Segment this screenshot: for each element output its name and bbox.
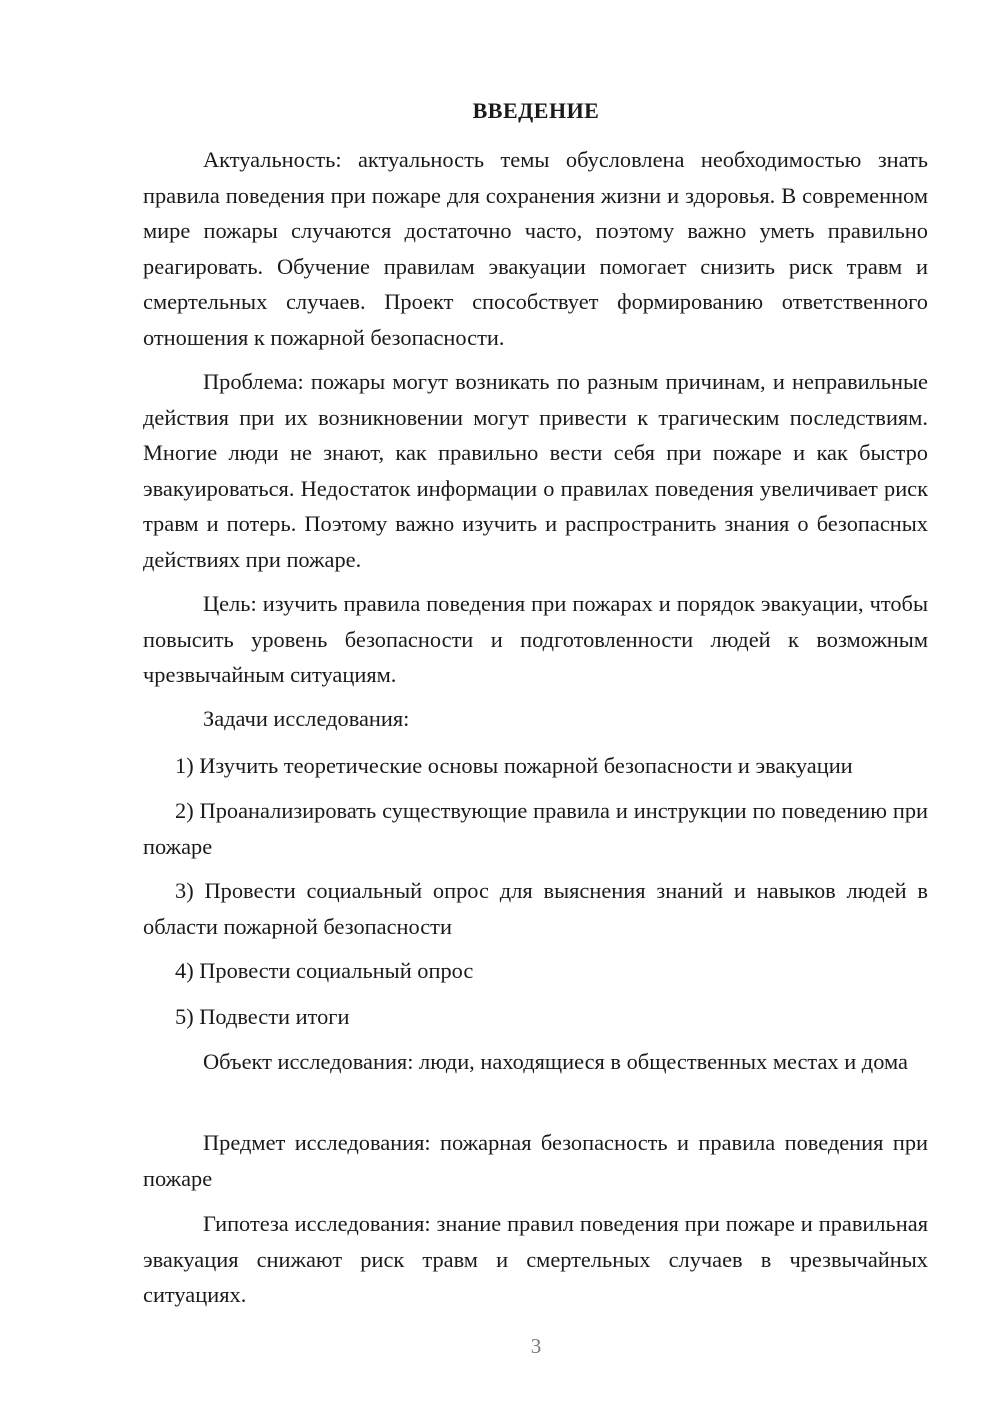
task-item-3: 3) Провести социальный опрос для выяснения знаний и навыков людей в области пожарной безопасности [143,878,928,939]
paragraph-object: Объект исследования: люди, находящиеся в общественных местах и дома [203,1049,908,1074]
page-number: 3 [530,1334,542,1358]
paragraph-subject: Предмет исследования: пожарная безопасность и правила поведения при пожаре [143,1130,928,1191]
page-title: ВВЕДЕНИЕ [472,98,600,123]
paragraph-hypothesis: Гипотеза исследования: знание правил поведения при пожаре и правильная эвакуация снижают риск травм и смертельных случаев в чрезвычайных ситуациях. [143,1211,928,1307]
task-item-1: 1) Изучить теоретические основы пожарной безопасности и эвакуации [175,753,853,778]
task-item-4: 4) Провести социальный опрос [175,958,474,983]
paragraph-relevance: Актуальность: актуальность темы обусловлена необходимостью знать правила поведения при пожаре для сохранения жизни и здоровья. В современном мире пожары случаются достаточно часто, поэтому важно уметь правильно реагировать. Обучение правилам эвакуации помогает снизить риск травм и смертельных случаев. Проект способствует формированию ответственного отношения к пожарной безопасности. [143,147,928,350]
paragraph-problem: Проблема: пожары могут возникать по разным причинам, и неправильные действия при их возникновении могут привести к трагическим последствиям. Многие люди не знают, как правильно вести себя при пожаре и как быстро эвакуироваться. Недостаток информации о правилах поведения увеличивает риск травм и потерь. Поэтому важно изучить и распространить знания о безопасных действиях при пожаре. [143,369,928,572]
task-item-2: 2) Проанализировать существующие правила и инструкции по поведению при пожаре [143,798,928,859]
tasks-heading: Задачи исследования: [203,706,410,731]
paragraph-goal: Цель: изучить правила поведения при пожарах и порядок эвакуации, чтобы повысить уровень безопасности и подготовленности людей к возможным чрезвычайным ситуациям. [143,591,928,687]
task-item-5: 5) Подвести итоги [175,1004,350,1029]
